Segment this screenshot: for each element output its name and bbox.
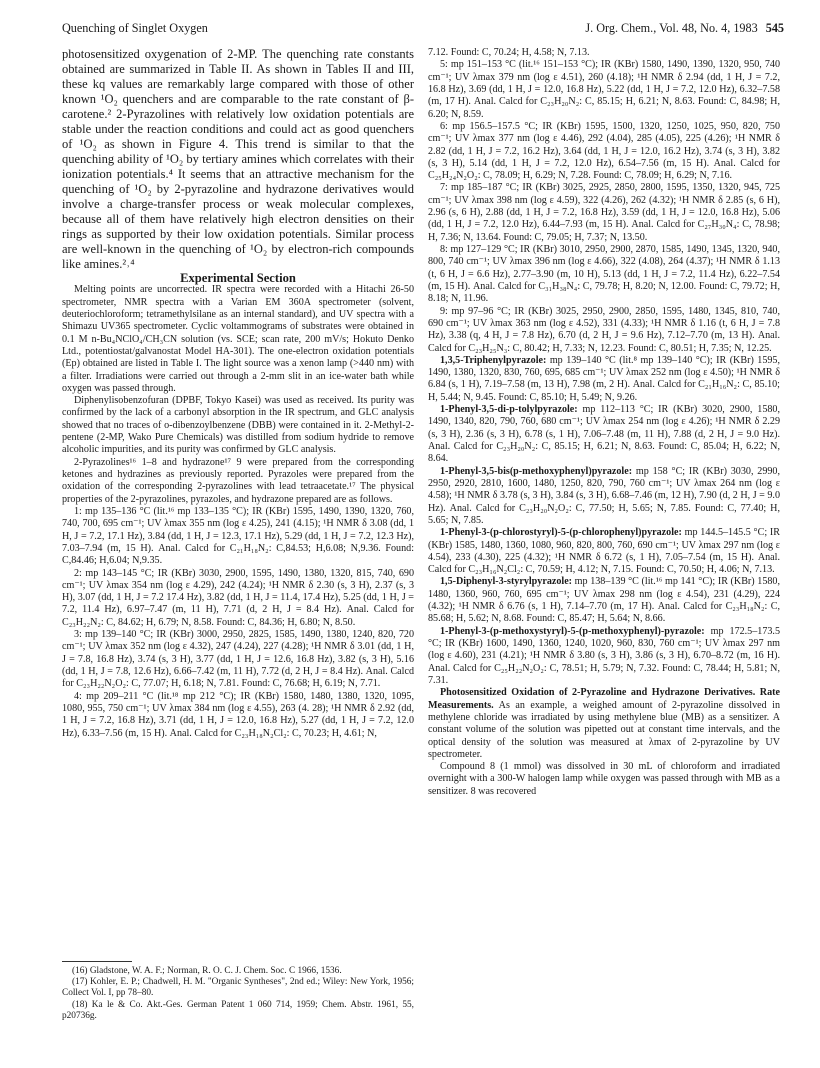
compound-title: 1-Phenyl-3-(p-methoxystyryl)-5-(p-methoxyphenyl)-pyrazole: [440, 625, 705, 637]
compound-entry: 1: mp 135–136 °C (lit.¹⁶ mp 133–135 °C); IR (KBr) 1595, 1490, 1390, 1320, 760, 740, 700, 695 cm⁻¹; UV λmax 355 nm (log ε 4.25), 241 (4.15); ¹H NMR δ 3.08 (dd, 1 H, J = 7.2, 17.1 Hz), 3.84 (dd, 1 H, J = 12.3, 17.1 Hz), 5.29 (dd, 1 H, J = 7.2, 12.3 Hz), 7.03–7.94 (m, 15 H). Anal. Calcd for C₂₁H₁₈N₂: C,84.53; H,6.08; N,9.36. Found: C,84.46; H,6.04; N,9.35. [62, 505, 414, 567]
compound-title: 1,5-Diphenyl-3-styrylpyrazole: [440, 576, 573, 588]
compound-entry: 3: mp 139–140 °C; IR (KBr) 3000, 2950, 2825, 1585, 1490, 1380, 1240, 820, 720 cm⁻¹; UV λmax 352 nm (log ε 4.32), 247 (4.24), 227 (4.28); ¹H NMR δ 3.01 (dd, 1 H, J = 7.8, 16.8 Hz), 3.74 (s, 3 H), 3.77 (dd, 1 H, J = 12.6, 16.8 Hz), 3.82 (s, 3 H), 5.16 (dd, 1 H, J = 7.8, 12.6 Hz), 6.66–7.42 (m, 11 H), 7.72 (d, 2 H, J = 8.4 Hz). Anal. Calcd for C₂₃H₂₂N₂O₂: C, 77.07; H, 6.18; N, 7.81. Found: C, 76.68; H, 6.19; N, 7.71. [62, 629, 414, 690]
compound-entry: 8: mp 127–129 °C; IR (KBr) 3010, 2950, 2900, 2870, 1585, 1490, 1345, 1320, 940, 800, 740 cm⁻¹; UV λmax 396 nm (log ε 4.66), 322 (4.08), 264 (4.37); ¹H NMR δ 1.13 (t, 6 H, J = 6.6 Hz), 2.77–3.90 (m, 10 H), 5.13 (dd, 1 H, J = 7.2, 11.4 Hz), 6.22–7.54 (m, 15 H). Anal. Calcd for C₃₁H₃₈N₄: C, 79.78; H, 8.20; N, 12.00. Found: C, 79.72; H, 8.18; N, 11.96. [428, 244, 780, 305]
compound-entry: 1,5-Diphenyl-3-styrylpyrazole: mp 138–139 °C (lit.¹⁶ mp 141 °C); IR (KBr) 1580, 1480, 1360, 960, 760, 695 cm⁻¹; UV λmax 298 nm (log ε 4.54), 231 (4.29), 224 (4.32); ¹H NMR δ 6.76 (s, 1 H), 7.14–7.70 (m, 17 H). Anal. Calcd for C₂₃H₁₈N₂: C, 85.68; H, 5.62; N, 8.68. Found: C, 85.47; H, 5.64; N, 8.66. [428, 576, 780, 625]
journal-citation: J. Org. Chem., Vol. 48, No. 4, 1983 [585, 21, 758, 35]
running-header-left: Quenching of Singlet Oxygen [62, 21, 208, 35]
compound-entry: 7: mp 185–187 °C; IR (KBr) 3025, 2925, 2850, 2800, 1595, 1350, 1320, 945, 725 cm⁻¹; UV λmax 398 nm (log ε 4.59), 322 (4.26), 262 (4.32); ¹H NMR δ 2.85 (s, 6 H), 2.96 (s, 6 H), 2.88 (dd, 1 H, J = 7.2, 16.8 Hz), 3.59 (dd, 1 H, J = 12.0, 16.8 Hz), 5.06 (dd, 1 H, J = 7.2, 12.0 Hz), 6.44–7.93 (m, 15 H). Anal. Calcd for C₂₇H₃₀N₄: C, 78.98; H, 7.36; N, 13.64. Found: C, 79.05; H, 7.37; N, 13.50. [428, 182, 780, 243]
section-title: Experimental Section [180, 271, 296, 285]
compound-entry: 1-Phenyl-3-(p-chlorostyryl)-5-(p-chlorophenyl)pyrazole: mp 144.5–145.5 °C; IR (KBr) 1585, 1480, 1360, 1080, 960, 820, 800, 760, 690 cm⁻¹; UV λmax 297 nm (log ε 4.54), 233 (4.30), 225 (4.32); ¹H NMR δ 6.72 (s, 1 H), 7.05–7.54 (m, 15 H). Anal. Calcd for C₂₃H₁₆N₂Cl₂: C, 70.59; H, 4.12; N, 7.15. Found: C, 70.50; H, 4.06; N, 7.13. [428, 527, 780, 576]
paragraph: Diphenylisobenzofuran (DPBF, Tokyo Kasei) was used as received. Its purity was confirmed by the lack of a carbonyl absorption in the IR spectrum, and GLC analysis showed that no traces of o-dibenzoylbenzene (DBB) were contained in it. 2-Methyl-2-pentene (2-MP, Wako Pure Chemicals) was distilled from sodium hydride to remove alcoholic impurities, and its purity was confirmed by GLC analysis. [62, 395, 414, 456]
method-paragraph: Photosensitized Oxidation of 2-Pyrazoline and Hydrazone Derivatives. Rate Measurements. As an example, a weighed amount of 2-pyrazoline dissolved in methylene chloride was irradiated by using methylene blue (MB) as a sensitizer. A constant volume of the solution was pipetted out at constant time intervals, and the optical density of the solution was measured at λmax of 2-pyrazoline by UV spectrometer. [428, 687, 780, 760]
compound-entry: 1-Phenyl-3,5-bis(p-methoxyphenyl)pyrazole: mp 158 °C; IR (KBr) 3030, 2990, 2950, 2920, 2810, 1600, 1480, 1250, 820, 790, 760 cm⁻¹; UV λmax 264 nm (log ε 4.58); ¹H NMR δ 3.78 (s, 3 H), 3.84 (s, 3 H), 6.68–7.46 (m, 12 H), 7.90 (d, 2 H, J = 9.0 Hz). Anal. Calcd for C₂₃H₂₀N₂O₂: C, 77.50; H, 5.65; N, 7.85. Found: C, 77.40; H, 5.65; N, 7.85. [428, 465, 780, 526]
footnote: (18) Ka le & Co. Akt.-Ges. German Patent 1 060 714, 1959; Chem. Abstr. 1961, 55, p20736g. [62, 999, 414, 1021]
compound-entry: 9: mp 97–96 °C; IR (KBr) 3025, 2950, 2900, 2850, 1595, 1480, 1345, 810, 740, 690 cm⁻¹; UV λmax 363 nm (log ε 4.52), 331 (4.33); ¹H NMR δ 1.16 (t, 6 H, J = 7.8 Hz), 3.38 (q, 4 H, J = 7.8 Hz), 6.70 (d, 2 H, J = 9.6 Hz), 7.12–7.70 (m, 13 H). Anal. Calcd for C₂₃H₂₅N₃: C, 80.42; H, 7.33; N, 12.23. Found: C, 80.51; H, 7.35; N, 12.25. [428, 305, 780, 354]
compound-entry: 4: mp 209–211 °C (lit.¹⁸ mp 212 °C); IR (KBr) 1580, 1480, 1380, 1320, 1095, 1080, 955, 750 cm⁻¹; UV λmax 384 nm (log ε 4.55), 263 (4. 28); ¹H NMR δ 2.92 (dd, 1 H, J = 7.2, 16.8 Hz), 3.71 (dd, 1 H, J = 12.0, 16.8 Hz), 5.27 (dd, 1 H, J = 7.2, 12.0 Hz), 6.33–7.56 (m, 15 H). Anal. Calcd for C₂₃H₁₈N₂Cl₂: C, 70.23; H, 4.61; N, [62, 690, 414, 739]
page-number: 545 [765, 21, 784, 35]
compound-entry: 1,3,5-Triphenylpyrazole: mp 139–140 °C (lit.⁸ mp 139–140 °C); IR (KBr) 1595, 1490, 1380, 1320, 830, 760, 695, 685 cm⁻¹; UV λmax 252 nm (log ε 4.50); ¹H NMR δ 6.84 (s, 1 H), 7.19–7.58 (m, 13 H), 7.98 (m, 2 H). Anal. Calcd for C₂₁H₁₆N₂: C, 85.10; H, 5.44; N, 9.45. Found: C, 85.10; H, 5.49; N, 9.26. [428, 354, 780, 403]
running-header-right [585, 21, 784, 36]
intro-block [62, 47, 414, 272]
footnote: (16) Gladstone, W. A. F.; Norman, R. O. C. J. Chem. Soc. C 1966, 1536. [72, 966, 342, 976]
compound-entry: 1-Phenyl-3,5-di-p-tolylpyrazole: mp 112–113 °C; IR (KBr) 3020, 2900, 1580, 1490, 1340, 820, 790, 760, 680 cm⁻¹; UV λmax 254 nm (log ε 4.26); ¹H NMR δ 2.29 (s, 3 H), 2.36 (s, 3 H), 6.78 (s, 1 H), 7.06–7.48 (m, 11 H), 7.88 (d, 2 H, J = 9.0 Hz). Anal. Calcd for C₂₃H₂₀N₂: C, 85.15; H, 6.21; N, 8.63. Found: C, 85.04; H, 6.22; N, 8.64. [428, 404, 780, 465]
compound-entry: 7.12. Found: C, 70.24; H, 4.58; N, 7.13. [428, 47, 590, 58]
compound-entry: 2: mp 143–145 °C; IR (KBr) 3030, 2900, 1595, 1490, 1380, 1320, 815, 740, 690 cm⁻¹; UV λmax 354 nm (log ε 4.29), 242 (4.24); ¹H NMR δ 2.30 (s, 3 H), 2.37 (s, 3 H), 3.07 (dd, 1 H, J = 7.2 17.4 Hz), 3.82 (dd, 1 H, J = 11.4, 17.4 Hz), 5.25 (dd, 1 H, J = 7.2, 11.4 Hz), 6.97–7.47 (m, 11 H), 7.71 (d, 2 H, J = 8.4 Hz). Anal. Calcd for C₂₃H₂₂N₂: C, 84.62; H, 6.79; N, 8.58. Found: C, 84.36; H, 6.80; N, 8.50. [62, 567, 414, 628]
paragraph: Compound 8 (1 mmol) was dissolved in 30 mL of chloroform and irradiated overnight with a 300-W halogen lamp while oxygen was passed through with MB as a sensitizer. 8 was recovered [428, 761, 780, 797]
footnotes [62, 966, 414, 1022]
right-column [428, 47, 780, 798]
intro-paragraph: photosensitized oxygenation of 2-MP. The quenching rate constants obtained are summarized in Table II. As shown in Tables II and III, these kq values are remarkably large compared with those of other known ¹O₂ quenchers and are comparable to the rate constant of β-carotene.² 2-Pyrazolines with relatively low oxidation potentials are stable under the reaction conditions and could act as good quenchers of ¹O₂ as shown in Figure 4. This trend is similar to that the quenching ability of ¹O₂ by tertiary amines which correlates with their ionization potentials.⁴ It seems that an attractive mechanism for the quenching of ¹O₂ by 2-pyrazoline and hydrazone derivatives would involve a charge-transfer process or weak molecular complexes, because all of them have relatively high electron densities on their rings as supported by their low oxidation potentials. Similar process are well-known in the quenching of ¹O₂ by electron-rich compounds like amines.²˒⁴ [62, 47, 414, 271]
left-column [62, 47, 414, 740]
compound-entry: 1-Phenyl-3-(p-methoxystyryl)-5-(p-methoxyphenyl)-pyrazole: mp 172.5–173.5 °C; IR (KBr) 1600, 1490, 1360, 1240, 1020, 960, 830, 760 cm⁻¹; UV λmax 297 nm (log ε 4.60), 231 (4.21); ¹H NMR δ 3.80 (s, 3 H), 3.86 (s, 3 H), 6.70–8.72 (m, 16 H). Anal. Calcd for C₂₅H₂₂N₂O₂: C, 78.51; H, 5.79; N, 7.32. Found: C, 78.44; H, 5.81; N, 7.31. [428, 625, 780, 686]
paragraph: 2-Pyrazolines¹⁶ 1–8 and hydrazone¹⁷ 9 were prepared from the corresponding ketones and hydrazines as previously reported. Pyrazoles were prepared from the oxidation of the corresponding 2-pyrazolines with lead tetraacetate.¹⁷ The physical properties of the 2-pyrazolines, pyrazoles, and hydrazone prepared are as follows. [62, 456, 414, 505]
footnote-rule [62, 961, 132, 962]
compound-title: 1-Phenyl-3,5-di-p-tolylpyrazole: [440, 404, 578, 416]
paragraph: Melting points are uncorrected. IR spectra were recorded with a Hitachi 26-50 spectrometer, NMR spectra with a Varian EM 360A spectrometer (solvent, deuteriochloroform; tetramethylsilane as an internal standard), and UV spectra with a Shimazu UV365 spectrometer. Cyclic voltammograms of substrates were obtained in 0.1 M n-Bu₄NClO₄/CH₃CN solution (vs. SCE; scan rate, 200 mV/s; Hokuto Denko Ltd., potentiostat/galvanostat Model HA-301). The one-electron oxidation potentials (Ep) obtained are listed in Table I. The light source was a xenon lamp (>440 nm) with a filter. Irradiations were carried out through a 2-mm slit in an ice-water bath while oxygen was passed through. [62, 284, 414, 394]
compound-entry: 6: mp 156.5–157.5 °C; IR (KBr) 1595, 1500, 1320, 1250, 1025, 950, 820, 750 cm⁻¹; UV λmax 377 nm (log ε 4.46), 292 (4.04), 285 (4.05), 225 (4.26); ¹H NMR δ 2.82 (dd, 1 H, J = 7.2, 16.2 Hz), 3.64 (dd, 1 H, J = 12.0, 16.2 Hz), 3.74 (s, 3 H), 3.82 (s, 3 H), 5.14 (dd, 1 H, J = 7.2, 12.0 Hz), 6.54–7.56 (m, 15 H). Anal. Calcd for C₂₅H₂₄N₂O₂: C, 78.09; H, 6.29; N, 7.28. Found: C, 78.09; H, 6.29; N, 7.16. [428, 120, 780, 182]
footnote: (17) Kohler, E. P.; Chadwell, H. M. "Organic Syntheses", 2nd ed.; Wiley: New York, 1956; Collect Vol. I, pp 78–80. [62, 977, 414, 999]
compound-title: 1,3,5-Triphenylpyrazole: [440, 354, 547, 366]
compound-entry: 5: mp 151–153 °C (lit.¹⁶ 151–153 °C); IR (KBr) 1580, 1490, 1390, 1320, 950, 740 cm⁻¹; UV λmax 379 nm (log ε 4.51), 260 (4.18); ¹H NMR δ 2.94 (dd, 1 H, J = 7.2, 16.8 Hz), 3.69 (dd, 1 H, J = 12.0, 16.8 Hz), 5.22 (dd, 1 H, J = 7.2, 12.0 Hz), 6.32–7.58 (m, 17 H). Anal. Calcd for C₂₃H₂₀N₂: C, 85.15; H, 6.21; N, 8.63. Found: C, 84.98; H, 6.20; N, 8.59. [428, 59, 780, 120]
paragraph-heading: Photosensitized Oxidation of 2-Pyrazoline and Hydrazone Derivatives. Rate Measurements. [428, 687, 780, 711]
compound-title: 1-Phenyl-3-(p-chlorostyryl)-5-(p-chlorophenyl)pyrazole: [440, 527, 682, 539]
compound-title: 1-Phenyl-3,5-bis(p-methoxyphenyl)pyrazole: [440, 465, 633, 477]
